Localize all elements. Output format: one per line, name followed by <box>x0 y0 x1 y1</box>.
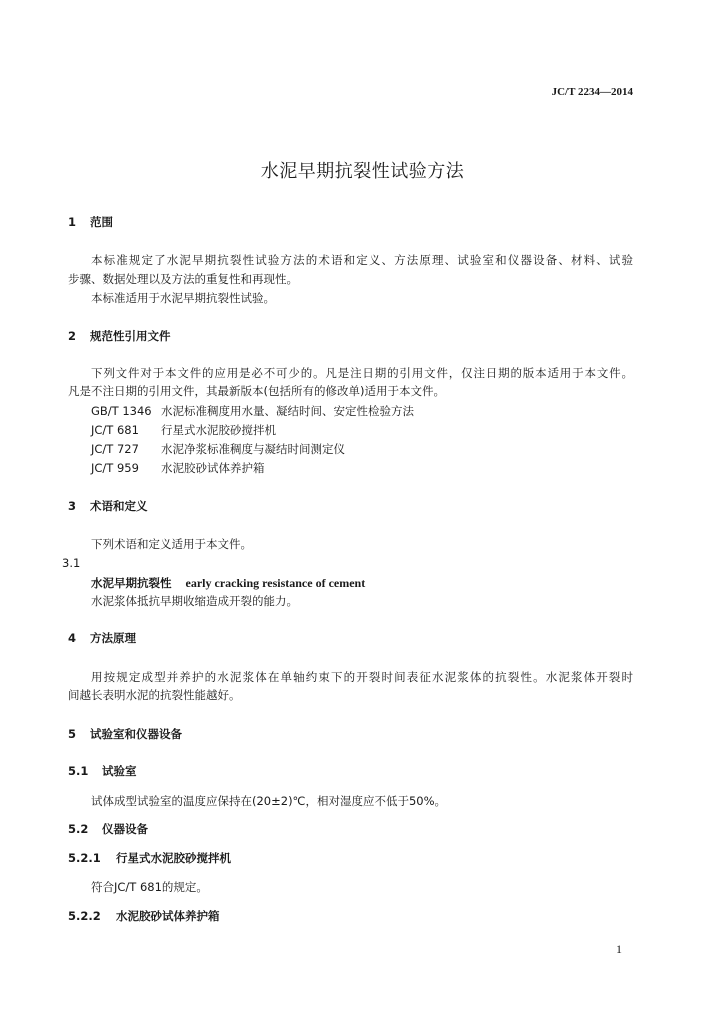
section-4-paragraph-line-1: 用按规定成型并养护的水泥浆体在单轴约束下的开裂时间表征水泥浆体的抗裂性。水泥浆体开裂时 <box>91 670 633 684</box>
section-1-heading <box>68 217 113 229</box>
term-entry <box>91 577 365 590</box>
reference-title: 水泥胶砂试体养护箱 <box>161 461 265 475</box>
section-3-heading <box>68 501 148 513</box>
section-5-2-1-number: 5.2.1 <box>68 851 101 865</box>
section-1-title: 范围 <box>90 215 113 229</box>
section-2-heading <box>68 331 171 343</box>
section-5-number: 5 <box>68 727 77 741</box>
section-5-1-text: 试体成型试验室的温度应保持在(20±2)℃，相对湿度应不低于50%。 <box>91 794 447 808</box>
section-4-heading <box>68 633 136 645</box>
term-chinese: 水泥早期抗裂性 <box>91 576 172 590</box>
section-3-number: 3 <box>68 499 77 513</box>
section-2-paragraph-line-1: 下列文件对于本文件的应用是必不可少的。凡是注日期的引用文件，仅注日期的版本适用于本文件。 <box>91 366 633 380</box>
section-5-2-1-heading <box>68 853 231 865</box>
section-3-intro: 下列术语和定义适用于本文件。 <box>91 537 252 551</box>
section-5-1-number: 5.1 <box>68 764 89 778</box>
reference-title: 水泥净浆标准稠度与凝结时间测定仪 <box>161 442 345 456</box>
reference-code: JC/T 727 <box>91 442 139 456</box>
section-2-number: 2 <box>68 329 77 343</box>
section-4-title: 方法原理 <box>90 631 136 645</box>
section-1-paragraph-line-2: 步骤、数据处理以及方法的重复性和再现性。 <box>68 272 298 286</box>
term-number: 3.1 <box>62 556 81 570</box>
section-5-2-title: 仪器设备 <box>102 822 148 836</box>
reference-code: JC/T 681 <box>91 423 139 437</box>
reference-title: 水泥标准稠度用水量、凝结时间、安定性检验方法 <box>161 404 414 418</box>
section-5-title: 试验室和仪器设备 <box>90 727 182 741</box>
section-1-paragraph-2: 本标准适用于水泥早期抗裂性试验。 <box>91 291 275 305</box>
document-title: 水泥早期抗裂性试验方法 <box>260 161 465 182</box>
section-5-1-heading <box>68 766 137 778</box>
section-5-1-title: 试验室 <box>102 764 137 778</box>
page-number: 1 <box>616 942 622 956</box>
section-5-2-2-title: 水泥胶砂试体养护箱 <box>116 909 220 923</box>
reference-code: JC/T 959 <box>91 461 139 475</box>
reference-item <box>91 425 276 437</box>
section-5-2-number: 5.2 <box>68 822 89 836</box>
reference-title: 行星式水泥胶砂搅拌机 <box>161 423 276 437</box>
section-5-2-1-title: 行星式水泥胶砂搅拌机 <box>116 851 231 865</box>
term-english: early cracking resistance of cement <box>185 576 366 590</box>
section-3-title: 术语和定义 <box>90 499 148 513</box>
section-5-2-heading <box>68 824 148 836</box>
section-4-paragraph-line-2: 间越长表明水泥的抗裂性能越好。 <box>68 688 241 702</box>
section-2-paragraph-line-2: 凡是不注日期的引用文件，其最新版本(包括所有的修改单)适用于本文件。 <box>68 384 445 398</box>
reference-code: GB/T 1346 <box>91 404 152 418</box>
section-2-title: 规范性引用文件 <box>90 329 171 343</box>
section-1-number: 1 <box>68 215 77 229</box>
reference-item <box>91 444 345 456</box>
section-5-2-2-heading <box>68 911 220 923</box>
section-1-paragraph-line-1: 本标准规定了水泥早期抗裂性试验方法的术语和定义、方法原理、试验室和仪器设备、材料、试验 <box>91 253 633 267</box>
section-4-number: 4 <box>68 631 77 645</box>
section-5-2-2-number: 5.2.2 <box>68 909 101 923</box>
term-definition: 水泥浆体抵抗早期收缩造成开裂的能力。 <box>91 594 298 608</box>
reference-item <box>91 463 265 475</box>
section-5-heading <box>68 729 182 741</box>
reference-item <box>91 406 414 418</box>
section-5-2-1-text: 符合JC/T 681的规定。 <box>91 880 208 894</box>
standard-code: JC/T 2234—2014 <box>551 86 633 98</box>
